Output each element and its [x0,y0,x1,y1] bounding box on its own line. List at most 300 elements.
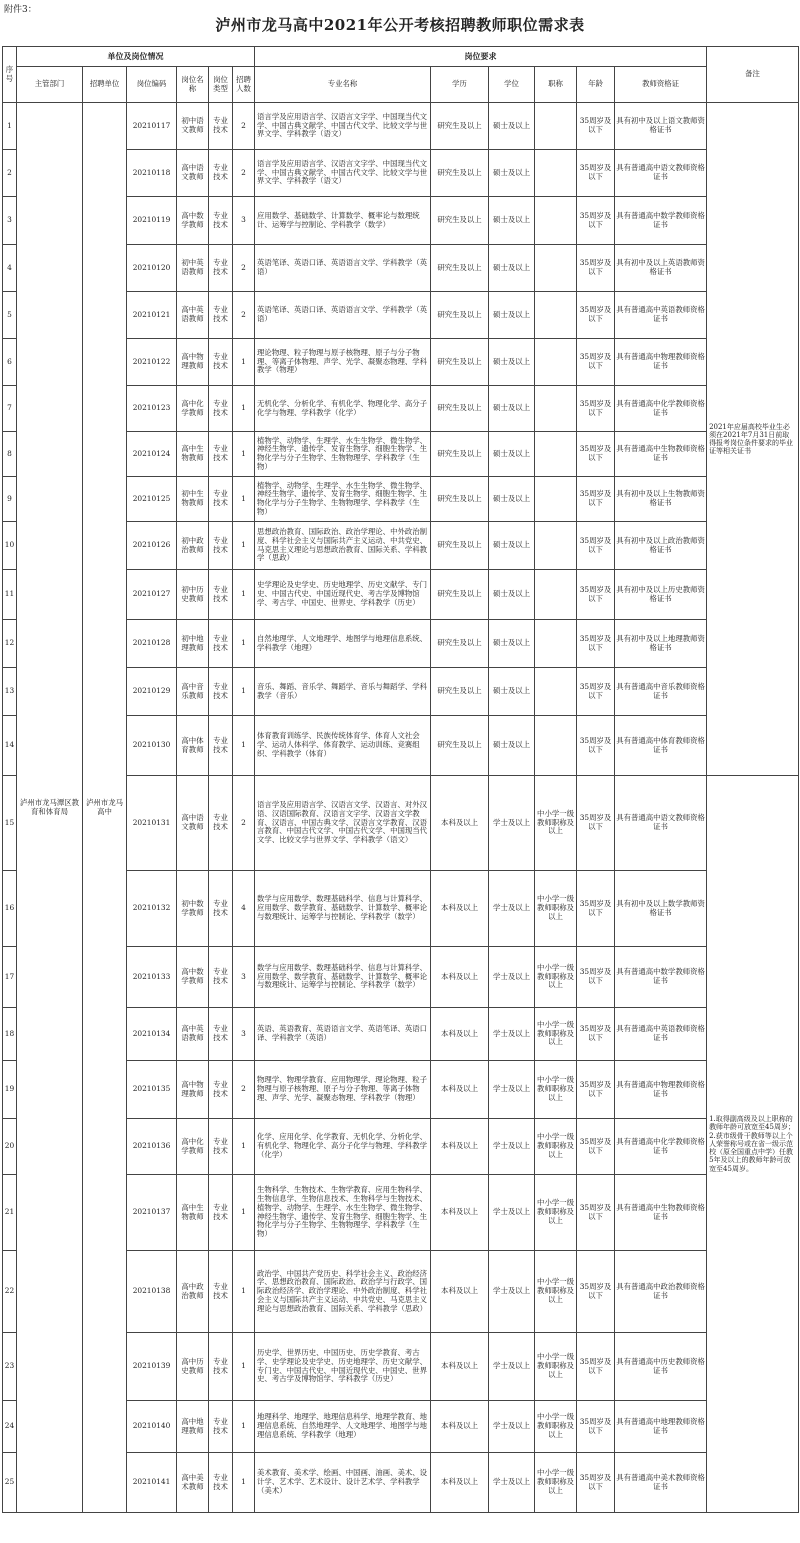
row-degree: 硕士及以上 [489,292,535,339]
row-age: 35周岁及以下 [577,150,615,197]
row-code: 20210139 [127,1333,177,1401]
row-type: 专业技术 [209,871,233,947]
row-age: 35周岁及以下 [577,1175,615,1251]
row-major: 历史学、世界历史、中国历史、历史学教育、考古学、史学理论及史学史、历史地理学、历史文献学、专门史、中国古代史、中国近现代史、中国史、世界史、考古学及博物馆学、学科教学（历史） [255,1333,431,1401]
row-degree: 学士及以上 [489,1333,535,1401]
row-title: 中小学一级教师职称及以上 [535,1333,577,1401]
row-major: 语言学及应用语言学、汉语言文学、汉语言、对外汉语、汉语国际教育、汉语言文字学、汉语言文学教育、汉语言、中国古典文学、汉语言文学教育、汉语言教育、中国古代文学、中国古代文学、中国现当代文学、比较文学与世界文学、学科教学（语文） [255,776,431,871]
row-edu: 研究生及以上 [431,432,489,477]
row-count: 1 [233,716,255,776]
row-edu: 本科及以上 [431,1401,489,1453]
row-code: 20210136 [127,1119,177,1175]
row-major: 英语笔译、英语口译、英语语言文学、学科教学（英语） [255,245,431,292]
row-cert: 具有普通高中生物教师资格证书 [615,1175,707,1251]
row-post: 高中历史教师 [177,1333,209,1401]
row-post: 高中美术教师 [177,1453,209,1513]
row-count: 1 [233,432,255,477]
row-type: 专业技术 [209,339,233,386]
row-post: 初中英语教师 [177,245,209,292]
row-type: 专业技术 [209,150,233,197]
row-title [535,339,577,386]
row-degree: 学士及以上 [489,1175,535,1251]
row-edu: 本科及以上 [431,776,489,871]
row-age: 35周岁及以下 [577,1061,615,1119]
row-count: 1 [233,570,255,620]
row-cert: 具有普通高中物理教师资格证书 [615,339,707,386]
row-age: 35周岁及以下 [577,245,615,292]
row-major: 语言学及应用语言学、汉语言文字学、中国现当代文学、中国古典文献学、中国古代文学、比较文学与世界文学、学科教学（语文） [255,103,431,150]
row-post: 高中政治教师 [177,1251,209,1333]
row-seq: 21 [3,1175,17,1251]
row-code: 20210123 [127,386,177,432]
row-cert: 具有初中及以上英语教师资格证书 [615,245,707,292]
row-type: 专业技术 [209,1175,233,1251]
row-type: 专业技术 [209,292,233,339]
row-type: 专业技术 [209,1119,233,1175]
row-major: 数学与应用数学、数理基础科学、信息与计算科学、应用数学、数学教育、基础数学、计算数学、概率论与数理统计、运筹学与控制论、学科教学（数学） [255,871,431,947]
row-cert: 具有初中及以上语文教师资格证书 [615,103,707,150]
row-count: 1 [233,1175,255,1251]
row-count: 1 [233,1453,255,1513]
row-edu: 研究生及以上 [431,197,489,245]
row-age: 35周岁及以下 [577,386,615,432]
row-cert: 具有普通高中体育教师资格证书 [615,716,707,776]
row-count: 1 [233,1119,255,1175]
row-edu: 研究生及以上 [431,292,489,339]
row-count: 2 [233,103,255,150]
row-cert: 具有普通高中化学教师资格证书 [615,1119,707,1175]
row-code: 20210124 [127,432,177,477]
attachment-label: 附件3： [4,5,37,15]
row-cert: 具有初中及以上地理教师资格证书 [615,620,707,668]
page-title: 泸州市龙马高中2021年公开考核招聘教师职位需求表 [215,16,585,34]
row-code: 20210140 [127,1401,177,1453]
row-count: 3 [233,1008,255,1061]
row-degree: 硕士及以上 [489,339,535,386]
row-count: 1 [233,620,255,668]
row-type: 专业技术 [209,103,233,150]
row-title: 中小学一级教师职称及以上 [535,871,577,947]
row-major: 思想政治教育、国际政治、政治学理论、中外政治制度、科学社会主义与国际共产主义运动、中共党史、马克思主义理论与思想政治教育、国际关系、学科教学（思政） [255,522,431,570]
row-edu: 研究生及以上 [431,620,489,668]
row-count: 2 [233,776,255,871]
header-edu: 学历 [431,67,489,103]
row-type: 专业技术 [209,947,233,1008]
row-code: 20210122 [127,339,177,386]
row-major: 数学与应用数学、数理基础科学、信息与计算科学、应用数学、数学教育、基础数学、计算数学、概率论与数理统计、运筹学与控制论、学科教学（数学） [255,947,431,1008]
row-cert: 具有普通高中数学教师资格证书 [615,947,707,1008]
row-degree: 学士及以上 [489,1061,535,1119]
row-cert: 具有普通高中音乐教师资格证书 [615,668,707,716]
row-age: 35周岁及以下 [577,432,615,477]
row-title [535,197,577,245]
row-age: 35周岁及以下 [577,947,615,1008]
row-type: 专业技术 [209,1401,233,1453]
header-code: 岗位编码 [127,67,177,103]
row-edu: 研究生及以上 [431,477,489,522]
row-seq: 23 [3,1333,17,1401]
row-edu: 本科及以上 [431,1119,489,1175]
row-seq: 12 [3,620,17,668]
header-group-requirements: 岗位要求 [255,47,707,67]
row-type: 专业技术 [209,1453,233,1513]
row-cert: 具有普通高中化学教师资格证书 [615,386,707,432]
row-age: 35周岁及以下 [577,620,615,668]
row-age: 35周岁及以下 [577,339,615,386]
row-title: 中小学一级教师职称及以上 [535,1175,577,1251]
row-seq: 11 [3,570,17,620]
row-code: 20210125 [127,477,177,522]
row-title [535,432,577,477]
row-edu: 研究生及以上 [431,245,489,292]
row-title: 中小学一级教师职称及以上 [535,947,577,1008]
row-edu: 本科及以上 [431,947,489,1008]
row-major: 政治学、中国共产党历史、科学社会主义、政治经济学、思想政治教育、国际政治、政治学与行政学、国际政治经济学、政治学理论、中外政治制度、科学社会主义与国际共产主义运动、中共党史、马克思主义理论与思想政治教育、国际关系、学科教学（思政） [255,1251,431,1333]
header-degree: 学位 [489,67,535,103]
row-major: 体育教育训练学、民族传统体育学、体育人文社会学、运动人体科学、体育教学、运动训练、竞赛组织、学科教学（体育） [255,716,431,776]
row-seq: 4 [3,245,17,292]
row-seq: 15 [3,776,17,871]
row-major: 植物学、动物学、生理学、水生生物学、微生物学、神经生物学、遗传学、发育生物学、细胞生物学、生物化学与分子生物学、生物物理学、学科教学（生物） [255,477,431,522]
row-code: 20210135 [127,1061,177,1119]
row-count: 1 [233,339,255,386]
row-cert: 具有普通高中历史教师资格证书 [615,1333,707,1401]
row-count: 1 [233,668,255,716]
row-cert: 具有普通高中英语教师资格证书 [615,1008,707,1061]
row-code: 20210132 [127,871,177,947]
row-type: 专业技术 [209,716,233,776]
row-age: 35周岁及以下 [577,570,615,620]
row-age: 35周岁及以下 [577,103,615,150]
row-major: 化学、应用化学、化学教育、无机化学、分析化学、有机化学、物理化学、高分子化学与物理、学科教学（化学） [255,1119,431,1175]
row-post: 高中英语教师 [177,292,209,339]
table-body [3,103,799,1513]
header-age: 年龄 [577,67,615,103]
row-cert: 具有初中及以上历史教师资格证书 [615,570,707,620]
row-seq: 9 [3,477,17,522]
row-degree: 学士及以上 [489,1119,535,1175]
row-code: 20210121 [127,292,177,339]
row-major: 物理学、物理学教育、应用物理学、理论物理、粒子物理与原子核物理、原子与分子物理、等离子体物理、声学、光学、凝聚态物理、学科教学（物理） [255,1061,431,1119]
row-type: 专业技术 [209,432,233,477]
row-title [535,570,577,620]
row-title [535,292,577,339]
row-edu: 研究生及以上 [431,103,489,150]
row-seq: 20 [3,1119,17,1175]
header-cert: 教师资格证 [615,67,707,103]
row-age: 35周岁及以下 [577,1453,615,1513]
row-cert: 具有初中及以上生物教师资格证书 [615,477,707,522]
row-title: 中小学一级教师职称及以上 [535,776,577,871]
row-edu: 本科及以上 [431,1175,489,1251]
row-post: 高中语文教师 [177,776,209,871]
row-seq: 1 [3,103,17,150]
row-code: 20210126 [127,522,177,570]
row-seq: 8 [3,432,17,477]
row-edu: 本科及以上 [431,1061,489,1119]
row-code: 20210127 [127,570,177,620]
row-code: 20210130 [127,716,177,776]
row-age: 35周岁及以下 [577,776,615,871]
row-code: 20210120 [127,245,177,292]
row-post: 高中化学教师 [177,386,209,432]
header-unit: 招聘单位 [83,67,127,103]
row-code: 20210133 [127,947,177,1008]
row-title [535,522,577,570]
row-seq: 16 [3,871,17,947]
row-age: 35周岁及以下 [577,292,615,339]
row-edu: 研究生及以上 [431,716,489,776]
row-post: 高中语文教师 [177,150,209,197]
row-major: 美术教育、美术学、绘画、中国画、油画、美术、设计学、艺术学、艺术设计、设计艺术学、学科教学（美术） [255,1453,431,1513]
row-type: 专业技术 [209,477,233,522]
row-count: 3 [233,947,255,1008]
row-post: 高中音乐教师 [177,668,209,716]
row-cert: 具有初中及以上数学教师资格证书 [615,871,707,947]
row-type: 专业技术 [209,245,233,292]
row-type: 专业技术 [209,620,233,668]
row-post: 高中数学教师 [177,197,209,245]
row-degree: 硕士及以上 [489,477,535,522]
row-age: 35周岁及以下 [577,871,615,947]
recruitment-table [2,46,799,1513]
header-post: 岗位名称 [177,67,209,103]
row-degree: 学士及以上 [489,871,535,947]
row-major: 无机化学、分析化学、有机化学、物理化学、高分子化学与物理、学科教学（化学） [255,386,431,432]
row-seq: 19 [3,1061,17,1119]
row-major: 地理科学、地理学、地理信息科学、地理学教育、地理信息系统、自然地理学、人文地理学、地图学与地理信息系统、学科教学（地理） [255,1401,431,1453]
row-degree: 硕士及以上 [489,522,535,570]
row-age: 35周岁及以下 [577,1119,615,1175]
note-cell-postgraduate: 2021年应届高校毕业生必须在2021年7月31日前取得报考岗位条件要求的毕业证等相关证书 [707,103,799,776]
row-code: 20210138 [127,1251,177,1333]
dept-cell: 泸州市龙马潭区教育和体育局 [17,103,83,1513]
row-post: 高中英语教师 [177,1008,209,1061]
row-code: 20210137 [127,1175,177,1251]
row-post: 高中生物教师 [177,432,209,477]
row-age: 35周岁及以下 [577,1251,615,1333]
row-count: 4 [233,871,255,947]
row-seq: 13 [3,668,17,716]
row-count: 2 [233,1061,255,1119]
row-edu: 研究生及以上 [431,150,489,197]
row-edu: 本科及以上 [431,1008,489,1061]
row-cert: 具有普通高中政治教师资格证书 [615,1251,707,1333]
row-age: 35周岁及以下 [577,716,615,776]
row-major: 英语、英语教育、英语语言文学、英语笔译、英语口译、学科教学（英语） [255,1008,431,1061]
row-type: 专业技术 [209,522,233,570]
row-code: 20210117 [127,103,177,150]
row-type: 专业技术 [209,1333,233,1401]
row-code: 20210119 [127,197,177,245]
row-count: 2 [233,150,255,197]
row-seq: 14 [3,716,17,776]
row-count: 2 [233,245,255,292]
row-degree: 硕士及以上 [489,103,535,150]
row-title: 中小学一级教师职称及以上 [535,1119,577,1175]
row-post: 高中地理教师 [177,1401,209,1453]
row-degree: 学士及以上 [489,947,535,1008]
row-edu: 研究生及以上 [431,668,489,716]
row-degree: 硕士及以上 [489,432,535,477]
row-type: 专业技术 [209,1061,233,1119]
row-edu: 研究生及以上 [431,339,489,386]
row-edu: 研究生及以上 [431,386,489,432]
row-cert: 具有普通高中语文教师资格证书 [615,776,707,871]
row-age: 35周岁及以下 [577,1333,615,1401]
row-edu: 本科及以上 [431,1251,489,1333]
unit-cell: 泸州市龙马高中 [83,103,127,1513]
row-age: 35周岁及以下 [577,522,615,570]
row-title [535,477,577,522]
row-post: 初中政治教师 [177,522,209,570]
row-degree: 硕士及以上 [489,570,535,620]
row-cert: 具有普通高中物理教师资格证书 [615,1061,707,1119]
row-seq: 24 [3,1401,17,1453]
row-seq: 7 [3,386,17,432]
row-degree: 硕士及以上 [489,150,535,197]
row-title: 中小学一级教师职称及以上 [535,1008,577,1061]
row-post: 初中历史教师 [177,570,209,620]
row-major: 理论物理、粒子物理与原子核物理、原子与分子物理、等离子体物理、声学、光学、凝聚态物理、学科教学（物理） [255,339,431,386]
row-title [535,620,577,668]
row-code: 20210134 [127,1008,177,1061]
row-cert: 具有普通高中美术教师资格证书 [615,1453,707,1513]
row-title: 中小学一级教师职称及以上 [535,1453,577,1513]
row-degree: 硕士及以上 [489,245,535,292]
row-edu: 研究生及以上 [431,570,489,620]
row-post: 初中数学教师 [177,871,209,947]
row-seq: 6 [3,339,17,386]
row-type: 专业技术 [209,668,233,716]
row-degree: 硕士及以上 [489,386,535,432]
row-code: 20210118 [127,150,177,197]
row-count: 1 [233,522,255,570]
note-cell-undergraduate: 1.取得副高级及以上职称的教师年龄可放宽至45周岁； 2.获市级骨干教师等以上个人荣誉称号或在省一级示范校（原全国重点中学）任教5年及以上的教师年龄可放宽至45周岁。 [707,776,799,1513]
row-degree: 学士及以上 [489,1008,535,1061]
header-note: 备注 [707,47,799,103]
row-post: 初中语文教师 [177,103,209,150]
row-count: 1 [233,1251,255,1333]
row-code: 20210129 [127,668,177,716]
row-type: 专业技术 [209,197,233,245]
table-row [3,103,799,150]
row-edu: 本科及以上 [431,1453,489,1513]
row-seq: 25 [3,1453,17,1513]
row-degree: 学士及以上 [489,1453,535,1513]
row-cert: 具有普通高中英语教师资格证书 [615,292,707,339]
row-cert: 具有普通高中数学教师资格证书 [615,197,707,245]
row-type: 专业技术 [209,570,233,620]
row-degree: 学士及以上 [489,1401,535,1453]
row-major: 自然地理学、人文地理学、地图学与地理信息系统、学科教学（地理） [255,620,431,668]
row-edu: 研究生及以上 [431,522,489,570]
row-degree: 硕士及以上 [489,620,535,668]
row-type: 专业技术 [209,1251,233,1333]
row-major: 史学理论及史学史、历史地理学、历史文献学、专门史、中国古代史、中国近现代史、考古学及博物馆学、考古学、中国史、世界史、学科教学（历史） [255,570,431,620]
row-cert: 具有普通高中语文教师资格证书 [615,150,707,197]
row-age: 35周岁及以下 [577,1401,615,1453]
row-title [535,668,577,716]
row-code: 20210128 [127,620,177,668]
row-post: 高中体育教师 [177,716,209,776]
header-type: 岗位类型 [209,67,233,103]
row-title: 中小学一级教师职称及以上 [535,1061,577,1119]
header-seq: 序号 [3,47,17,103]
row-edu: 本科及以上 [431,871,489,947]
row-title [535,386,577,432]
row-type: 专业技术 [209,776,233,871]
row-major: 生物科学、生物技术、生物学教育、应用生物科学、生物信息学、生物信息技术、生物科学与生物技术、植物学、动物学、生理学、水生生物学、微生物学、神经生物学、遗传学、发育生物学、细胞生物学、生物化学与分子生物学、生物物理学、学科教学（生物） [255,1175,431,1251]
row-count: 1 [233,1333,255,1401]
row-title [535,150,577,197]
row-major: 应用数学、基础数学、计算数学、概率论与数理统计、运筹学与控制论、学科教学（数学） [255,197,431,245]
row-seq: 17 [3,947,17,1008]
row-post: 高中化学教师 [177,1119,209,1175]
row-seq: 22 [3,1251,17,1333]
row-seq: 2 [3,150,17,197]
row-edu: 本科及以上 [431,1333,489,1401]
row-seq: 5 [3,292,17,339]
row-post: 初中地理教师 [177,620,209,668]
row-degree: 学士及以上 [489,776,535,871]
row-major: 植物学、动物学、生理学、水生生物学、微生物学、神经生物学、遗传学、发育生物学、细胞生物学、生物化学与分子生物学、生物物理学、学科教学（生物） [255,432,431,477]
row-title [535,103,577,150]
row-count: 2 [233,292,255,339]
row-cert: 具有初中及以上政治教师资格证书 [615,522,707,570]
row-degree: 硕士及以上 [489,668,535,716]
row-title: 中小学一级教师职称及以上 [535,1251,577,1333]
header-count: 招聘人数 [233,67,255,103]
row-age: 35周岁及以下 [577,1008,615,1061]
row-seq: 10 [3,522,17,570]
row-post: 高中物理教师 [177,1061,209,1119]
row-seq: 18 [3,1008,17,1061]
row-age: 35周岁及以下 [577,477,615,522]
row-count: 1 [233,386,255,432]
row-seq: 3 [3,197,17,245]
header-group-unit: 单位及岗位情况 [17,47,255,67]
header-title: 职称 [535,67,577,103]
row-count: 3 [233,197,255,245]
row-major: 语言学及应用语言学、汉语言文字学、中国现当代文学、中国古典文献学、中国古代文学、比较文学与世界文学、学科教学（语文） [255,150,431,197]
row-degree: 学士及以上 [489,1251,535,1333]
header-major: 专业名称 [255,67,431,103]
row-degree: 硕士及以上 [489,716,535,776]
row-title: 中小学一级教师职称及以上 [535,1401,577,1453]
row-post: 初中生物教师 [177,477,209,522]
row-count: 1 [233,1401,255,1453]
row-count: 1 [233,477,255,522]
row-age: 35周岁及以下 [577,197,615,245]
row-title [535,245,577,292]
row-cert: 具有普通高中地理教师资格证书 [615,1401,707,1453]
row-degree: 硕士及以上 [489,197,535,245]
row-major: 音乐、舞蹈、音乐学、舞蹈学、音乐与舞蹈学、学科教学（音乐） [255,668,431,716]
row-type: 专业技术 [209,386,233,432]
row-type: 专业技术 [209,1008,233,1061]
row-cert: 具有普通高中生物教师资格证书 [615,432,707,477]
row-post: 高中数学教师 [177,947,209,1008]
row-major: 英语笔译、英语口译、英语语言文学、学科教学（英语） [255,292,431,339]
row-code: 20210141 [127,1453,177,1513]
header-dept: 主管部门 [17,67,83,103]
row-age: 35周岁及以下 [577,668,615,716]
row-post: 高中生物教师 [177,1175,209,1251]
row-post: 高中物理教师 [177,339,209,386]
row-title [535,716,577,776]
row-code: 20210131 [127,776,177,871]
